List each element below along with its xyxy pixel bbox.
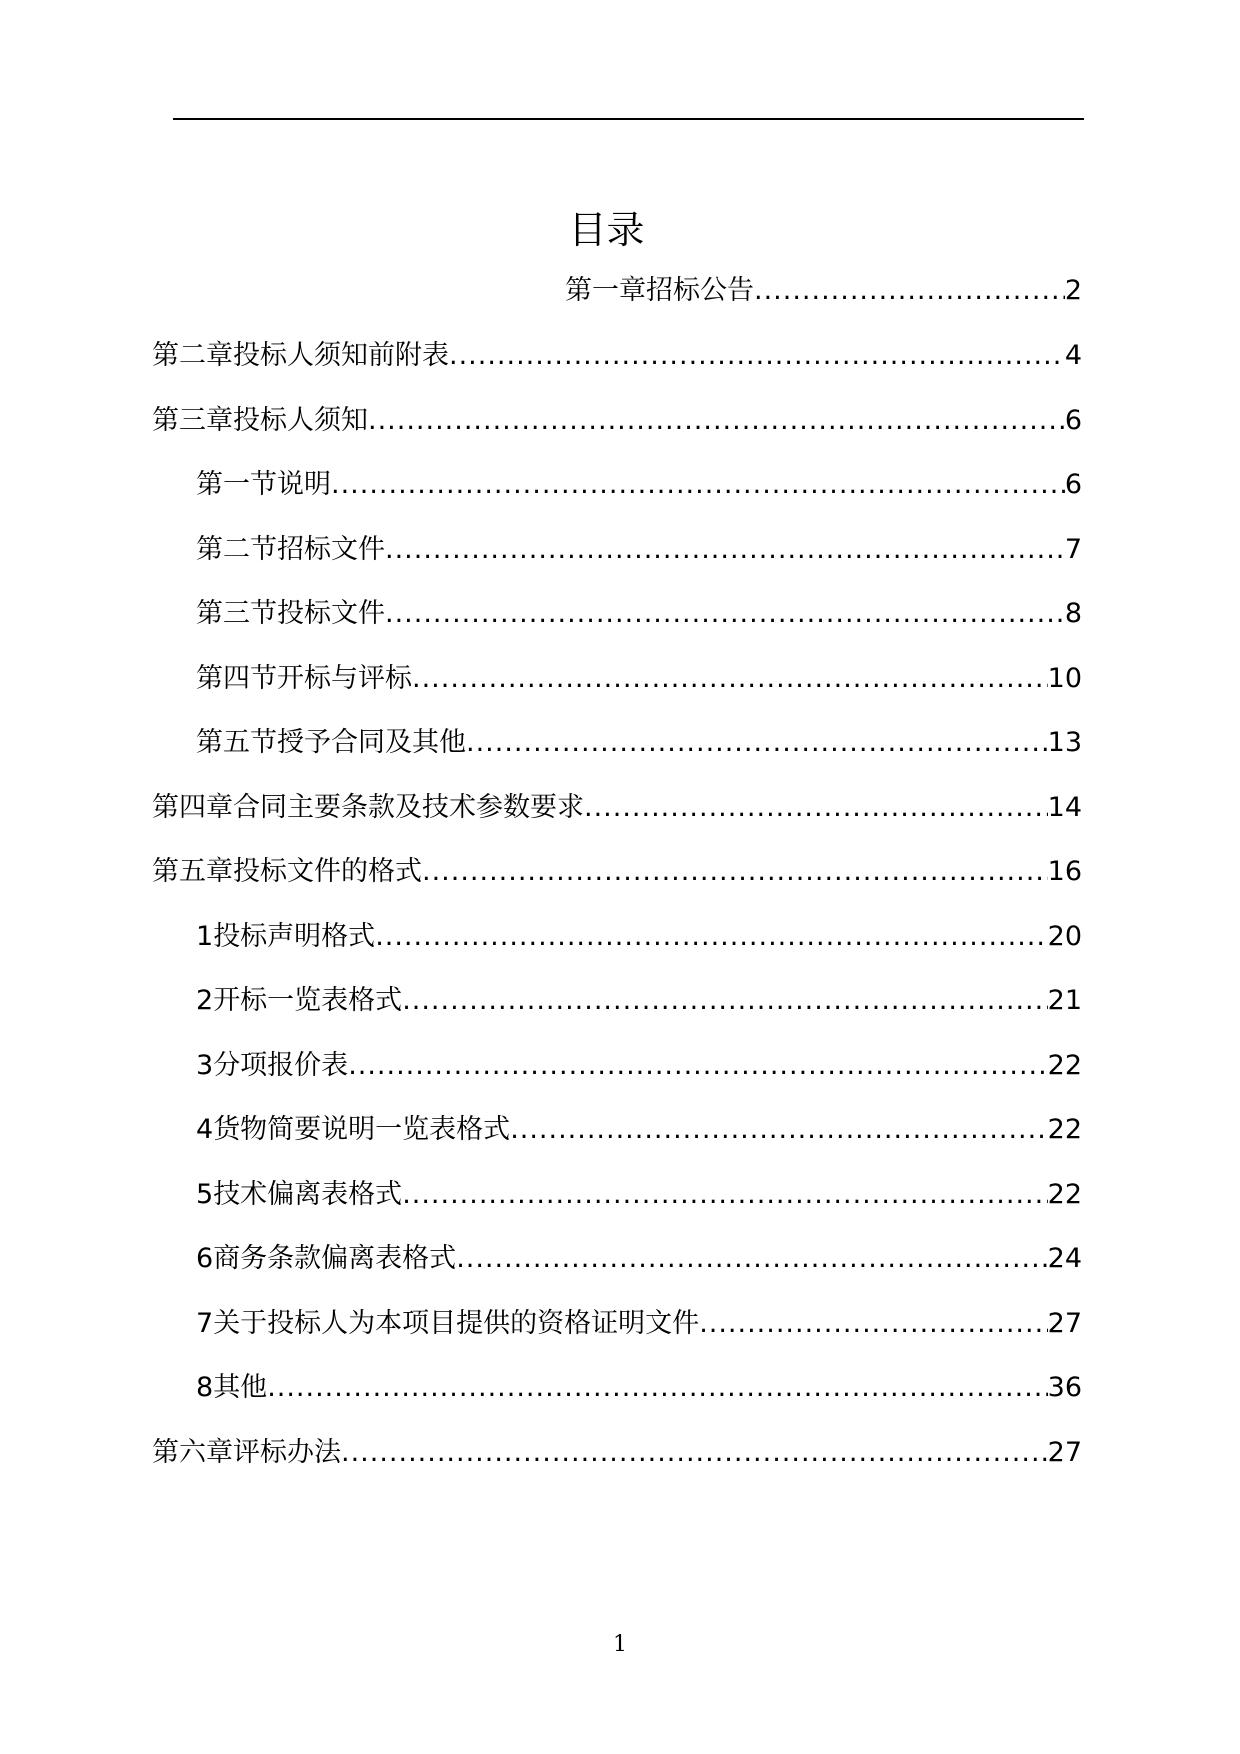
toc-entry-page: 6 — [1064, 405, 1082, 436]
toc-entry-number: 4 — [196, 1114, 214, 1145]
toc-entry-page: 22 — [1047, 1114, 1082, 1145]
toc-entry-chapter-1[interactable] — [565, 271, 1082, 311]
dot-leader — [402, 981, 1047, 1021]
toc-entry-page: 16 — [1047, 856, 1082, 887]
toc-entry-page: 6 — [1064, 469, 1082, 500]
toc-entry-number: 8 — [196, 1372, 214, 1403]
dot-leader — [375, 917, 1047, 957]
toc-entry-page: 7 — [1064, 534, 1082, 565]
toc-entry-page: 14 — [1047, 792, 1082, 823]
toc-entry-number: 7 — [196, 1308, 214, 1339]
toc-entry-page: 36 — [1047, 1372, 1082, 1403]
toc-entry-page: 8 — [1064, 598, 1082, 629]
toc-entry-number: 6 — [196, 1243, 214, 1274]
dot-leader — [510, 1110, 1047, 1150]
dot-leader — [412, 659, 1048, 699]
toc-entry-label: 技术偏离表格式 — [213, 1179, 403, 1210]
dot-leader — [422, 852, 1048, 892]
toc-entry-page: 20 — [1047, 921, 1082, 952]
toc-entry-number: 2 — [196, 985, 214, 1016]
toc-entry-item-7[interactable] — [196, 1304, 1082, 1344]
dot-leader — [331, 465, 1065, 505]
header-rule — [173, 118, 1084, 120]
toc-entry-label: 第四节开标与评标 — [196, 663, 412, 694]
toc-entry-item-6[interactable] — [196, 1239, 1082, 1279]
toc-entry-label: 第五节授予合同及其他 — [196, 727, 466, 758]
toc-entry-section-5[interactable] — [196, 723, 1082, 763]
dot-leader — [449, 336, 1065, 376]
toc-entry-page: 27 — [1047, 1437, 1082, 1468]
toc-entry-section-3[interactable] — [196, 594, 1082, 634]
toc-entry-page: 2 — [1064, 275, 1082, 306]
toc-entry-page: 22 — [1047, 1050, 1082, 1081]
toc-entry-label: 其他 — [213, 1372, 268, 1403]
dot-leader — [466, 723, 1048, 763]
toc-entry-label: 开标一览表格式 — [213, 985, 403, 1016]
dot-leader — [584, 788, 1048, 828]
dot-leader — [385, 530, 1065, 570]
toc-entry-number: 5 — [196, 1179, 214, 1210]
dot-leader — [456, 1239, 1047, 1279]
toc-entry-label: 关于投标人为本项目提供的资格证明文件 — [213, 1308, 700, 1339]
toc-entry-section-1[interactable] — [196, 465, 1082, 505]
toc-entry-label: 第四章合同主要条款及技术参数要求 — [152, 792, 584, 823]
toc-entry-label: 货物简要说明一览表格式 — [213, 1114, 511, 1145]
toc-entry-label: 第二章投标人须知前附表 — [152, 340, 449, 371]
toc-entry-label: 第二节招标文件 — [196, 534, 385, 565]
toc-entry-chapter-5[interactable] — [152, 852, 1082, 892]
toc-entry-label: 第五章投标文件的格式 — [152, 856, 422, 887]
toc-entry-page: 27 — [1047, 1308, 1082, 1339]
toc-entry-label: 第一节说明 — [196, 469, 331, 500]
dot-leader — [267, 1368, 1047, 1408]
dot-leader — [754, 271, 1065, 311]
toc-title: 目录 — [568, 208, 645, 252]
toc-entry-label: 第三节投标文件 — [196, 598, 385, 629]
dot-leader — [385, 594, 1065, 634]
toc-entry-chapter-4[interactable] — [152, 788, 1082, 828]
toc-entry-page: 21 — [1047, 985, 1082, 1016]
toc-entry-label: 第六章评标办法 — [152, 1437, 341, 1468]
toc-entry-item-1[interactable] — [196, 917, 1082, 957]
page-number: 1 — [613, 1632, 627, 1657]
toc-entry-item-8[interactable] — [196, 1368, 1082, 1408]
toc-entry-section-2[interactable] — [196, 530, 1082, 570]
toc-entry-label: 商务条款偏离表格式 — [213, 1243, 457, 1274]
toc-entry-chapter-3[interactable] — [152, 401, 1082, 441]
toc-entry-page: 24 — [1047, 1243, 1082, 1274]
dot-leader — [341, 1433, 1048, 1473]
toc-entry-item-4[interactable] — [196, 1110, 1082, 1150]
toc-entry-item-3[interactable] — [196, 1046, 1082, 1086]
toc-entry-label: 第三章投标人须知 — [152, 405, 368, 436]
toc-entry-label: 投标声明格式 — [213, 921, 376, 952]
toc-entry-number: 1 — [196, 921, 214, 952]
toc-entry-label: 第一章招标公告 — [565, 275, 754, 306]
toc-entry-number: 3 — [196, 1050, 214, 1081]
dot-leader — [699, 1304, 1047, 1344]
toc-entry-section-4[interactable] — [196, 659, 1082, 699]
toc-entry-item-5[interactable] — [196, 1175, 1082, 1215]
dot-leader — [402, 1175, 1047, 1215]
toc-entry-item-2[interactable] — [196, 981, 1082, 1021]
toc-entry-chapter-2[interactable] — [152, 336, 1082, 376]
dot-leader — [348, 1046, 1047, 1086]
dot-leader — [368, 401, 1065, 441]
toc-entry-label: 分项报价表 — [213, 1050, 349, 1081]
toc-entry-chapter-6[interactable] — [152, 1433, 1082, 1473]
toc-entry-page: 10 — [1047, 663, 1082, 694]
toc-entry-page: 4 — [1064, 340, 1082, 371]
toc-entry-page: 22 — [1047, 1179, 1082, 1210]
toc-entry-page: 13 — [1047, 727, 1082, 758]
